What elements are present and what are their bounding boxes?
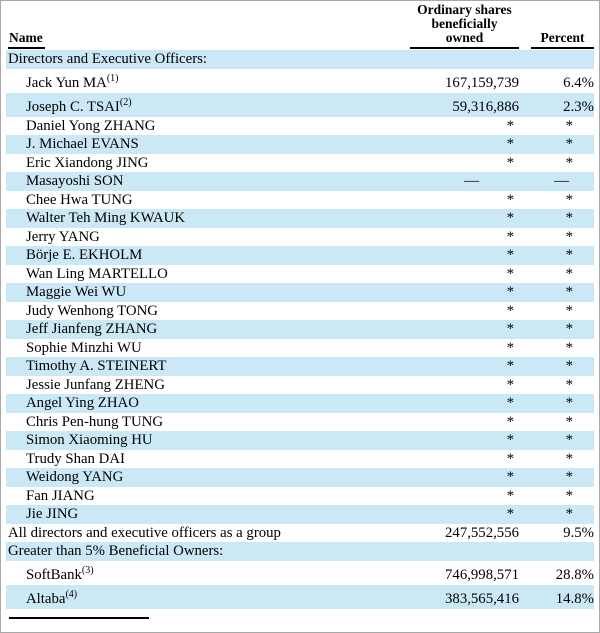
name-cell (6, 246, 389, 265)
name-cell (6, 172, 389, 191)
name-cell (6, 97, 389, 117)
name-cell (6, 265, 389, 284)
section-row (6, 50, 594, 69)
name-cell (6, 542, 389, 561)
table-row (6, 154, 594, 173)
shares-cell (389, 542, 519, 561)
ownership-table (6, 3, 594, 619)
name-cell (6, 487, 389, 506)
table-row (6, 339, 594, 358)
percent-cell: * (565, 302, 573, 319)
percent-cell: * (565, 284, 573, 300)
table-row (6, 561, 594, 585)
percent-column-header (526, 29, 594, 49)
percent-cell: * (565, 136, 573, 152)
name-label: Jack Yun MA (26, 74, 107, 91)
table-row (6, 524, 594, 543)
table-row (6, 413, 594, 432)
name-label: Masayoshi SON (26, 173, 124, 189)
table-row (6, 209, 594, 228)
name-column-label: Name (8, 30, 45, 49)
percent-cell: * (565, 487, 573, 504)
footnote-ref: (1) (106, 72, 119, 84)
footnote-ref: (3) (81, 564, 94, 576)
name-label: Timothy A. STEINERT (26, 358, 167, 374)
name-cell (6, 357, 389, 376)
table-row (6, 283, 594, 302)
percent-cell: * (565, 395, 573, 411)
name-label: Chris Pen-hung TUNG (26, 413, 164, 430)
name-label: Eric Xiandong JING (26, 154, 149, 171)
name-cell (6, 154, 389, 173)
name-cell (6, 283, 389, 302)
table-row (6, 376, 594, 395)
name-cell (6, 565, 389, 585)
percent-cell: * (565, 191, 573, 208)
table-row (6, 585, 594, 609)
shares-cell: * (506, 376, 514, 393)
name-cell (6, 413, 389, 432)
shares-label-line2: beneficially (431, 16, 498, 31)
percent-cell: * (565, 247, 573, 263)
shares-cell: * (506, 339, 514, 356)
table-body (6, 50, 594, 609)
percent-cell: * (565, 210, 573, 226)
name-label: Jeff Jianfeng ZHANG (26, 321, 158, 337)
percent-cell: 2.3% (563, 98, 594, 115)
percent-cell (526, 50, 594, 69)
name-label: Jerry YANG (26, 228, 100, 245)
shares-cell: * (506, 413, 514, 430)
table-row (6, 357, 594, 376)
shares-cell: * (506, 210, 514, 226)
shares-cell: * (506, 265, 514, 282)
name-label: Judy Wenhong TONG (26, 302, 158, 319)
name-label: Simon Xiaoming HU (26, 432, 153, 448)
percent-cell: * (565, 339, 573, 356)
shares-label-line3: owned (445, 30, 484, 45)
name-label: Greater than 5% Beneficial Owners: (8, 543, 224, 559)
name-label: Chee Hwa TUNG (26, 191, 133, 208)
table-row (6, 505, 594, 524)
name-label: J. Michael EVANS (26, 136, 139, 152)
shares-column-header (389, 3, 519, 49)
percent-cell: * (565, 117, 573, 134)
name-label: Angel Ying ZHAO (26, 395, 139, 411)
percent-cell: * (565, 450, 573, 467)
name-cell (6, 135, 389, 154)
percent-cell: * (565, 228, 573, 245)
name-cell (6, 50, 389, 69)
percent-cell: 28.8% (555, 566, 594, 583)
name-cell (6, 589, 389, 609)
percent-cell: 6.4% (563, 74, 594, 91)
name-cell (6, 450, 389, 469)
shares-cell: 167,159,739 (445, 74, 519, 91)
name-label: All directors and executive officers as a group (8, 524, 281, 541)
table-row (6, 246, 594, 265)
shares-cell: 247,552,556 (445, 524, 519, 541)
percent-cell: * (565, 265, 573, 282)
shares-cell: — (464, 173, 479, 189)
table-row (6, 302, 594, 321)
shares-cell: * (506, 247, 514, 263)
table-row (6, 228, 594, 247)
table-row (6, 69, 594, 93)
name-label: Altaba (26, 590, 66, 607)
name-label: Joseph C. TSAI (26, 98, 120, 115)
shares-cell: * (506, 228, 514, 245)
table-row (6, 117, 594, 136)
footnote-ref: (4) (65, 588, 78, 600)
name-cell (6, 524, 389, 543)
name-cell (6, 468, 389, 487)
name-column-header (8, 29, 389, 49)
name-label: Maggie Wei WU (26, 284, 127, 300)
percent-cell: * (565, 154, 573, 171)
percent-cell: * (565, 469, 573, 485)
table-row (6, 394, 594, 413)
shares-cell: * (506, 154, 514, 171)
name-cell (6, 73, 389, 93)
shares-cell: 746,998,571 (445, 566, 519, 583)
shares-label-line1: Ordinary shares (417, 2, 512, 17)
name-label: Trudy Shan DAI (26, 450, 125, 467)
table-row (6, 172, 594, 191)
percent-cell: * (565, 432, 573, 448)
name-cell (6, 339, 389, 358)
table-row (6, 450, 594, 469)
percent-cell: 9.5% (563, 524, 594, 541)
name-label: Börje E. EKHOLM (26, 247, 143, 263)
name-label: Walter Teh Ming KWAUK (26, 210, 186, 226)
shares-cell: * (506, 487, 514, 504)
name-cell (6, 505, 389, 524)
footnote-ref: (2) (119, 96, 132, 108)
shares-cell: * (506, 358, 514, 374)
name-label: Fan JIANG (26, 487, 95, 504)
name-label: Daniel Yong ZHANG (26, 117, 156, 134)
name-label: Directors and Executive Officers: (8, 51, 207, 67)
name-cell (6, 376, 389, 395)
name-cell (6, 209, 389, 228)
percent-cell: * (565, 321, 573, 337)
shares-cell: 383,565,416 (445, 590, 519, 607)
table-row (6, 265, 594, 284)
shares-cell: * (506, 395, 514, 411)
table-row (6, 431, 594, 450)
table-header (6, 3, 594, 49)
percent-cell (526, 542, 594, 561)
shares-column-label (410, 3, 519, 49)
shares-cell: * (506, 117, 514, 134)
table-row (6, 320, 594, 339)
shares-cell: * (506, 321, 514, 337)
shares-cell: * (506, 450, 514, 467)
section-row (6, 542, 594, 561)
name-cell (6, 394, 389, 413)
shares-cell: * (506, 506, 514, 522)
percent-cell: * (565, 506, 573, 522)
table-row (6, 191, 594, 210)
shares-cell: * (506, 302, 514, 319)
percent-column-label: Percent (531, 31, 594, 49)
percent-cell: 14.8% (555, 590, 594, 607)
shares-cell: * (506, 191, 514, 208)
percent-cell: — (554, 173, 569, 189)
name-cell (6, 302, 389, 321)
name-label: Jessie Junfang ZHENG (26, 376, 165, 393)
shares-cell: * (506, 432, 514, 448)
name-label: Jie JING (26, 506, 79, 522)
shares-cell (389, 50, 519, 69)
percent-cell: * (565, 376, 573, 393)
name-label: Sophie Minzhi WU (26, 339, 142, 356)
table-row (6, 468, 594, 487)
shares-cell: 59,316,886 (452, 98, 519, 115)
footnote-divider (9, 617, 149, 619)
table-row (6, 487, 594, 506)
table-row (6, 93, 594, 117)
percent-cell: * (565, 358, 573, 374)
percent-cell: * (565, 413, 573, 430)
table-row (6, 135, 594, 154)
name-cell (6, 431, 389, 450)
name-cell (6, 117, 389, 136)
name-cell (6, 320, 389, 339)
shares-cell: * (506, 284, 514, 300)
name-label: SoftBank (26, 566, 82, 583)
name-label: Wan Ling MARTELLO (26, 265, 168, 282)
shares-cell: * (506, 469, 514, 485)
name-cell (6, 191, 389, 210)
name-label: Weidong YANG (26, 469, 124, 485)
shares-cell: * (506, 136, 514, 152)
name-cell (6, 228, 389, 247)
